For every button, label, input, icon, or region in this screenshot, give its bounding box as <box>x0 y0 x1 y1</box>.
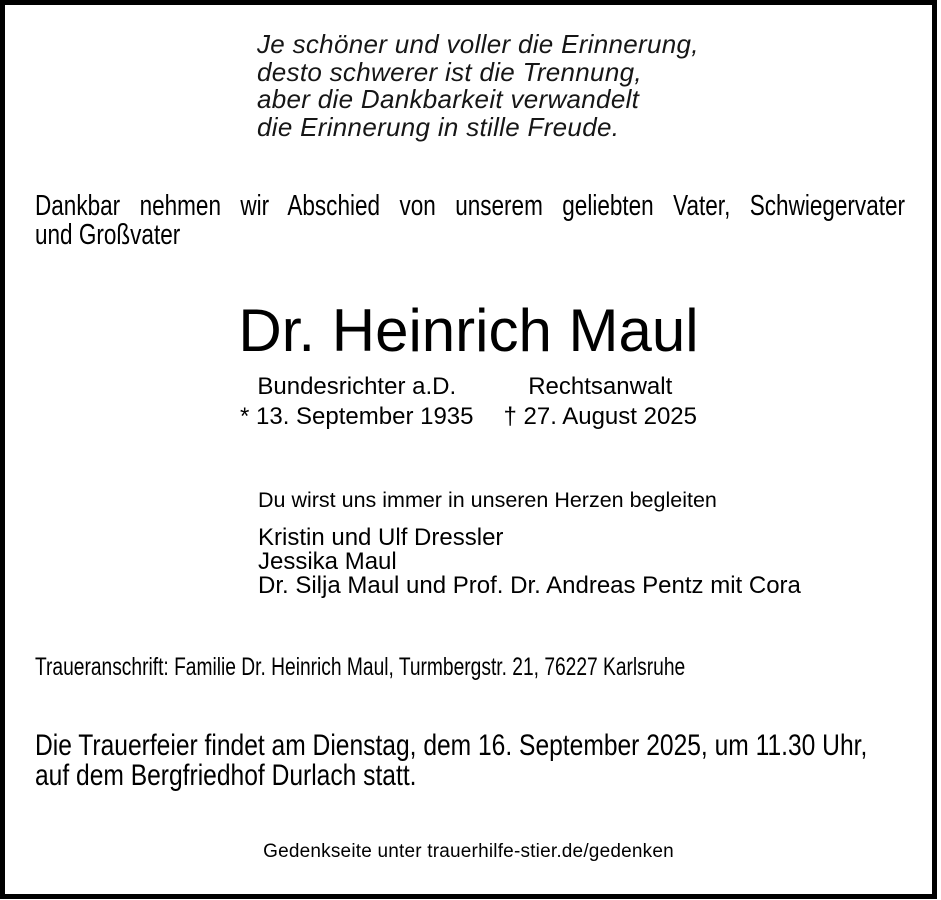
epigraph-line: die Erinnerung in stille Freude. <box>257 111 620 142</box>
memorial-page-note: Gedenkseite unter trauerhilfe-stier.de/gedenken <box>263 841 674 862</box>
intro-line: und Großvater <box>35 219 181 251</box>
death-date: † 27. August 2025 <box>503 403 697 430</box>
mourner-name: Jessika Maul <box>258 548 397 576</box>
birth-date: * 13. September 1935 <box>240 403 474 430</box>
intro-paragraph <box>35 192 905 250</box>
ceremony-line: auf dem Bergfriedhof Durlach statt. <box>35 759 417 792</box>
birth-column <box>240 372 474 432</box>
mourners-list <box>258 526 801 599</box>
title-right: Rechtsanwalt <box>528 373 673 400</box>
epigraph-line: desto schwerer ist die Trennung, <box>257 56 642 87</box>
deceased-name: Dr. Heinrich Maul <box>238 297 699 364</box>
ceremony-paragraph <box>35 731 941 791</box>
epigraph-quote <box>257 31 699 141</box>
epigraph-line: Je schöner und voller die Erinnerung, <box>257 29 699 59</box>
mourner-name: Dr. Silja Maul und Prof. Dr. Andreas Pentz mit Cora <box>258 572 801 600</box>
mourner-name: Kristin und Ulf Dressler <box>258 524 504 551</box>
title-left: Bundesrichter a.D. <box>257 373 457 400</box>
ceremony-line: Die Trauerfeier findet am Dienstag, dem 16. September 2025, um 11.30 Uhr, <box>35 729 868 762</box>
mourning-address <box>35 654 941 680</box>
epigraph-line: aber die Dankbarkeit verwandelt <box>257 84 640 114</box>
titles-dates-row <box>0 372 937 432</box>
mourning-address-line: Traueranschrift: Familie Dr. Heinrich Maul, Turmbergstr. 21, 76227 Karlsruhe <box>35 653 686 681</box>
death-column <box>504 372 698 432</box>
farewell-line: Du wirst uns immer in unseren Herzen begleiten <box>258 488 717 512</box>
intro-line: Dankbar nehmen wir Abschied von unserem geliebten Vater, Schwiegervater <box>35 190 906 222</box>
